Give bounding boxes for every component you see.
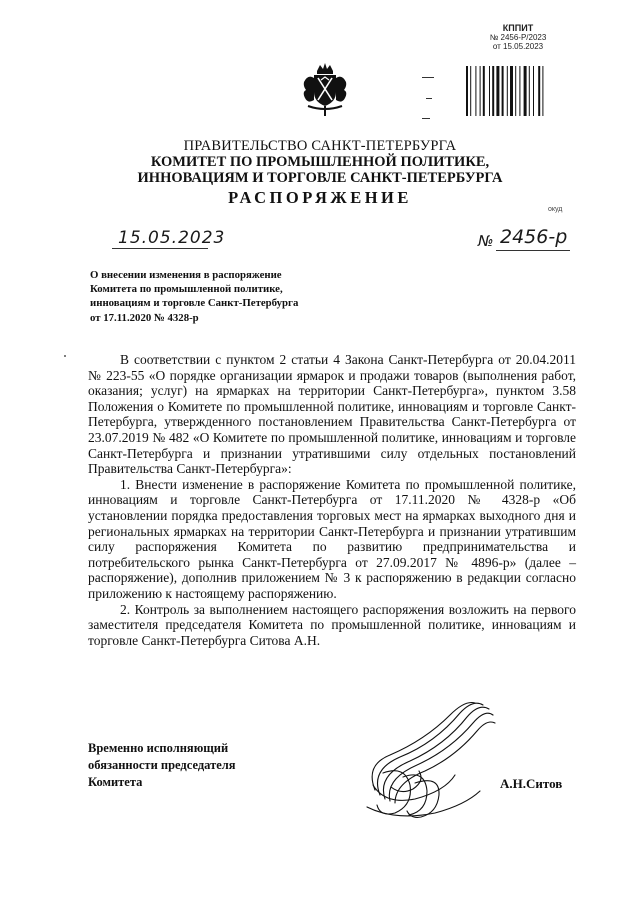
- okud-label: окуд: [548, 206, 563, 213]
- barcode-bar: [507, 66, 508, 116]
- signatory-title-line: Комитета: [88, 775, 143, 789]
- document-date: 15.05.2023: [118, 228, 226, 248]
- registration-stamp: [478, 24, 558, 51]
- barcode-bar: [519, 66, 520, 116]
- barcode-bar: [533, 66, 534, 116]
- government-name: ПРАВИТЕЛЬСТВО САНКТ-ПЕТЕРБУРГА: [183, 138, 457, 154]
- barcode-bar: [529, 66, 530, 116]
- document-number-prefix: №: [478, 232, 494, 250]
- document-subject: [90, 268, 350, 325]
- registration-date: от 15.05.2023: [492, 42, 544, 51]
- subject-line: Комитета по промышленной политике,: [90, 283, 283, 296]
- signatory-title-line: обязанности председателя: [88, 758, 236, 772]
- signatory-title: [88, 740, 236, 791]
- barcode-bar: [466, 66, 468, 116]
- item-2-paragraph: 2. Контроль за выполнением настоящего распоряжения возложить на первого заместителя председателя Комитета по промышленной политике, инновациям и торговле Санкт-Петербурга Ситова А.Н.: [88, 601, 576, 648]
- barcode-bar: [480, 66, 481, 116]
- barcode-bar: [496, 66, 499, 116]
- committee-name-line2: ИННОВАЦИЯМ И ТОРГОВЛЕ САНКТ-ПЕТЕРБУРГА: [137, 170, 503, 186]
- preamble-paragraph: В соответствии с пунктом 2 статьи 4 Закона Санкт-Петербурга от 20.04.2011 № 223-55 «О порядке организации ярмарок и продажи товаров (выполнения работ, оказания; услуг) на ярмарках на территории Санкт-Петербурга», пунктом 3.58 Положения о Комитете по промышленной политике, инновациям и торговле Санкт-Петербурга, утвержденного постановлением Правительства Санкт-Петербурга от 23.07.2019 № 482 «О Комитете по промышленной политике, инновациям и торговле Санкт-Петербурга и признании утратившими силу отдельных постановлений Правительства Санкт-Петербурга»:: [88, 352, 576, 477]
- barcode-bar: [542, 66, 543, 116]
- signatory-title-line: Временно исполняющий: [88, 741, 229, 755]
- barcode-bar: [492, 66, 494, 116]
- registration-org: КППИТ: [502, 23, 534, 33]
- registration-number: № 2456-Р/2023: [489, 33, 547, 42]
- barcode-bar: [489, 66, 490, 116]
- margin-mark: [426, 98, 432, 99]
- barcode-bar: [515, 66, 516, 116]
- margin-mark: [422, 118, 430, 119]
- date-underline: [112, 248, 208, 249]
- coat-of-arms-icon: [300, 62, 350, 118]
- subject-line: О внесении изменения в распоряжение: [90, 269, 282, 281]
- barcode: [464, 66, 564, 116]
- barcode-bar: [538, 66, 540, 116]
- document-number: 2456-р: [500, 226, 568, 248]
- document-type: РАСПОРЯЖЕНИЕ: [228, 188, 412, 207]
- handwritten-signature: [355, 695, 500, 825]
- barcode-label: [456, 118, 566, 126]
- committee-name-line1: КОМИТЕТ ПО ПРОМЫШЛЕННОЙ ПОЛИТИКЕ,: [150, 154, 490, 170]
- barcode-bar: [502, 66, 504, 116]
- number-underline: [496, 250, 570, 251]
- document-body: [88, 352, 576, 648]
- barcode-bar: [510, 66, 513, 116]
- margin-mark: [422, 77, 434, 78]
- barcode-bar: [470, 66, 471, 116]
- barcode-bar: [475, 66, 476, 116]
- subject-line: от 17.11.2020 № 4328-р: [90, 311, 199, 324]
- signatory-name: А.Н.Ситов: [500, 776, 563, 791]
- subject-line: инновациям и торговле Санкт-Петербурга: [90, 297, 299, 310]
- scan-speck: [64, 355, 66, 357]
- barcode-bar: [483, 66, 485, 116]
- item-1-paragraph: 1. Внести изменение в распоряжение Комитета по промышленной политике, инновациям и торговле Санкт-Петербурга от 17.11.2020 № 4328-р «Об установлении порядка предоставления торговых мест на ярмарках выходного дня и региональных ярмарках на территории Санкт-Петербурга и признании утратившим силу распоряжения Комитета по развитию предпринимательства и потребительского рынка Санкт-Петербурга от 27.09.2017 № 4896-р» (далее – распоряжение), дополнив приложением № 3 к распоряжению в редакции согласно приложению к настоящему распоряжению.: [88, 476, 576, 601]
- barcode-bar: [524, 66, 527, 116]
